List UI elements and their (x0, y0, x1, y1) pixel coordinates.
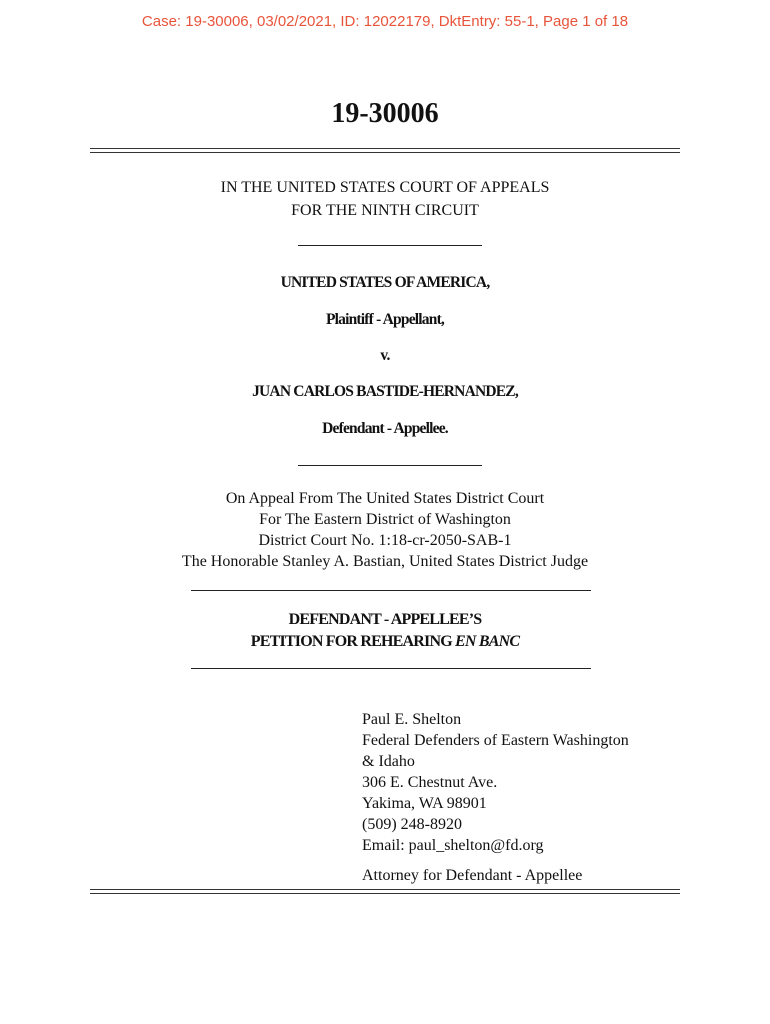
appeal-line-2: For The Eastern District of Washington (259, 511, 511, 528)
attorney-email: Email: paul_shelton@fd.org (362, 837, 544, 854)
defendant-role: Defendant - Appellee. (322, 420, 448, 437)
court-line-2: FOR THE NINTH CIRCUIT (291, 202, 479, 219)
plaintiff-name: UNITED STATES OF AMERICA, (280, 274, 490, 291)
attorney-phone: (509) 248-8920 (362, 816, 462, 833)
divider-rule-1 (298, 245, 482, 246)
divider-rule-2 (298, 465, 482, 466)
attorney-role: Attorney for Defendant - Appellee (362, 867, 583, 884)
top-double-rule (90, 148, 680, 153)
document-title (0, 609, 770, 653)
appeal-line-3: District Court No. 1:18-cr-2050-SAB-1 (258, 532, 512, 549)
attorney-name: Paul E. Shelton (362, 711, 462, 728)
case-number: 19-30006 (331, 98, 439, 129)
defendant-name: JUAN CARLOS BASTIDE-HERNANDEZ, (252, 383, 518, 400)
court-line-1: IN THE UNITED STATES COURT OF APPEALS (220, 179, 550, 196)
title-line-1: DEFENDANT - APPELLEE’S (288, 611, 482, 628)
title-en-banc: EN BANC (455, 633, 520, 650)
versus: v. (380, 347, 390, 364)
bottom-double-rule (90, 889, 680, 894)
title-line-2-prefix: PETITION FOR REHEARING (250, 633, 456, 650)
appeal-info (0, 488, 770, 572)
plaintiff-role: Plaintiff - Appellant, (325, 311, 445, 328)
attorney-org-line-2: & Idaho (362, 753, 415, 770)
appeal-line-4: The Honorable Stanley A. Bastian, United States District Judge (181, 553, 589, 570)
attorney-city: Yakima, WA 98901 (362, 795, 487, 812)
divider-rule-3 (191, 590, 591, 591)
court-name (0, 176, 770, 222)
case-header-stamp: Case: 19-30006, 03/02/2021, ID: 12022179, DktEntry: 55-1, Page 1 of 18 (141, 13, 629, 30)
title-line-2 (0, 631, 770, 653)
divider-rule-4 (191, 668, 591, 669)
attorney-org-line-1: Federal Defenders of Eastern Washington (362, 732, 629, 749)
appeal-line-1: On Appeal From The United States District Court (225, 490, 545, 507)
attorney-street: 306 E. Chestnut Ave. (362, 774, 498, 791)
attorney-block (362, 709, 682, 886)
